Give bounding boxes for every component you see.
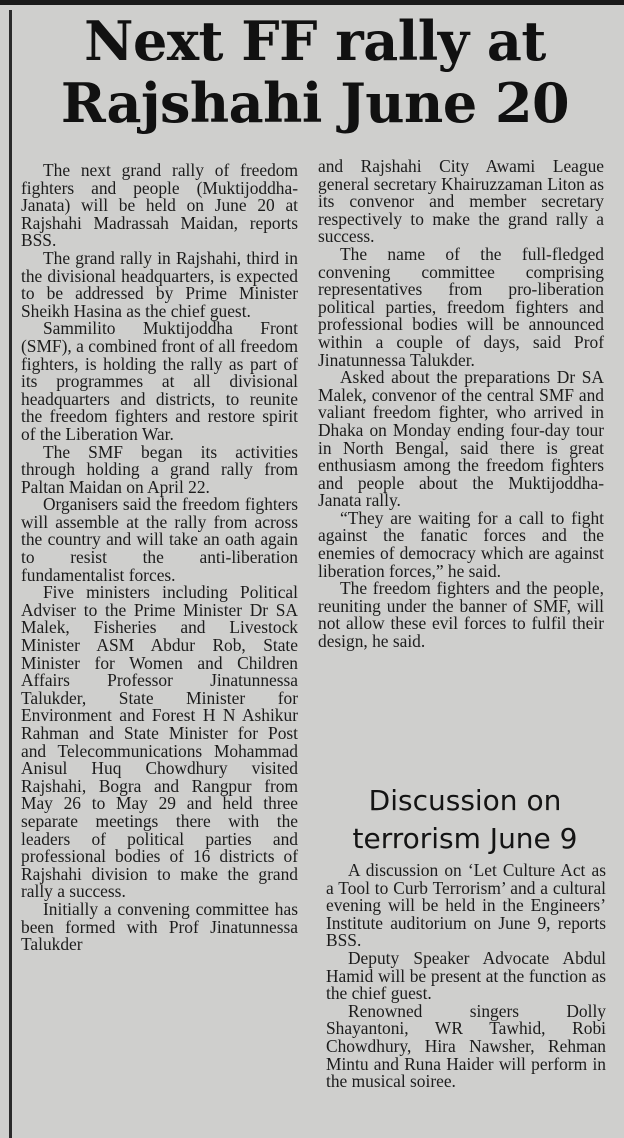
article-paragraph: Asked about the preparations Dr SA Malek, convenor of the central SMF and valiant freedom fighter, who arrived in Dhaka on Monday ending four-day tour in North Bengal, said there is great enthusiasm among the freedom fighters and people about the Muktijoddha-Janata rally.: [318, 367, 604, 511]
article-paragraph: Organisers said the freedom fighters will assemble at the rally from across the country and will take an oath again to resist the anti-liberation fundamentalist forces.: [21, 494, 298, 585]
left-column-rule: [9, 10, 12, 1138]
subhead-line-1: Discussion on: [368, 784, 562, 817]
article-paragraph: Initially a convening committee has been formed with Prof Jinatunnessa Talukder: [21, 898, 298, 955]
secondary-headline: [326, 782, 604, 858]
article-paragraph: The freedom fighters and the people, reuniting under the banner of SMF, will not allow these evil forces to fulfil their design, he said.: [318, 578, 604, 652]
article-column-left: [21, 162, 298, 954]
article-paragraph: Deputy Speaker Advocate Abdul Hamid will be present at the function as the chief guest.: [326, 947, 606, 1004]
article-paragraph: A discussion on ‘Let Culture Act as a Tool to Curb Terrorism’ and a cultural evening will be held in the Engineers’ Institute auditorium on June 9, reports BSS.: [326, 860, 606, 951]
article-paragraph: The next grand rally of freedom fighters and people (Muktijoddha-Janata) will be held on June 20 at Rajshahi Madrassah Maidan, reports BSS.: [21, 160, 298, 251]
second-article-body: [326, 862, 606, 1091]
article-paragraph: The name of the full-fledged convening committee comprising representatives from pro-liberation political parties, freedom fighters and professional bodies will be announced within a couple of days, said Prof Jinatunnessa Talukder.: [318, 243, 604, 370]
article-paragraph: Renowned singers Dolly Shayantoni, WR Tawhid, Robi Chowdhury, Hira Nawsher, Rehman Mintu and Runa Haider will perform in the musical soiree.: [326, 1000, 606, 1092]
headline-line-2: Rajshahi June 20: [60, 71, 570, 135]
main-headline: [20, 10, 610, 134]
article-column-right: [318, 158, 604, 651]
top-rule: [0, 0, 624, 5]
article-paragraph: The grand rally in Rajshahi, third in the divisional headquarters, is expected to be addressed by Prime Minister Sheikh Hasina as the chief guest.: [21, 247, 298, 321]
article-paragraph: Five ministers including Political Adviser to the Prime Minister Dr SA Malek, Fisheries and Livestock Minister ASM Abdur Rob, State Minister for Women and Children Affairs Professor Jinatunnessa Talukder, State Minister for Environment and Forest H N Ashikur Rahman and State Minister for Post and Telecommunications Mohammad Anisul Huq Chowdhury visited Rajshahi, Bogra and Rangpur from May 26 to May 29 and held three separate meetings there with the leaders of political parties and professional bodies of 16 districts of Rajshahi division to make the grand rally a success.: [21, 582, 298, 902]
article-paragraph-continued: and Rajshahi City Awami League general secretary Khairuzzaman Liton as its convenor and member secretary respectively to make the grand rally a success.: [318, 156, 604, 247]
headline-line-1: Next FF rally at: [84, 9, 546, 73]
article-paragraph: Sammilito Muktijoddha Front (SMF), a combined front of all freedom fighters, is holding the rally as part of its programmes at all divisional headquarters and districts, to reunite the freedom fighters and restore spirit of the Liberation War.: [21, 318, 298, 444]
article-paragraph: The SMF began its activities through holding a grand rally from Paltan Maidan on April 22.: [21, 441, 298, 497]
subhead-line-2: terrorism June 9: [352, 822, 578, 855]
article-paragraph: “They are waiting for a call to fight against the fanatic forces and the enemies of democracy which are against liberation forces,” he said.: [318, 507, 604, 581]
